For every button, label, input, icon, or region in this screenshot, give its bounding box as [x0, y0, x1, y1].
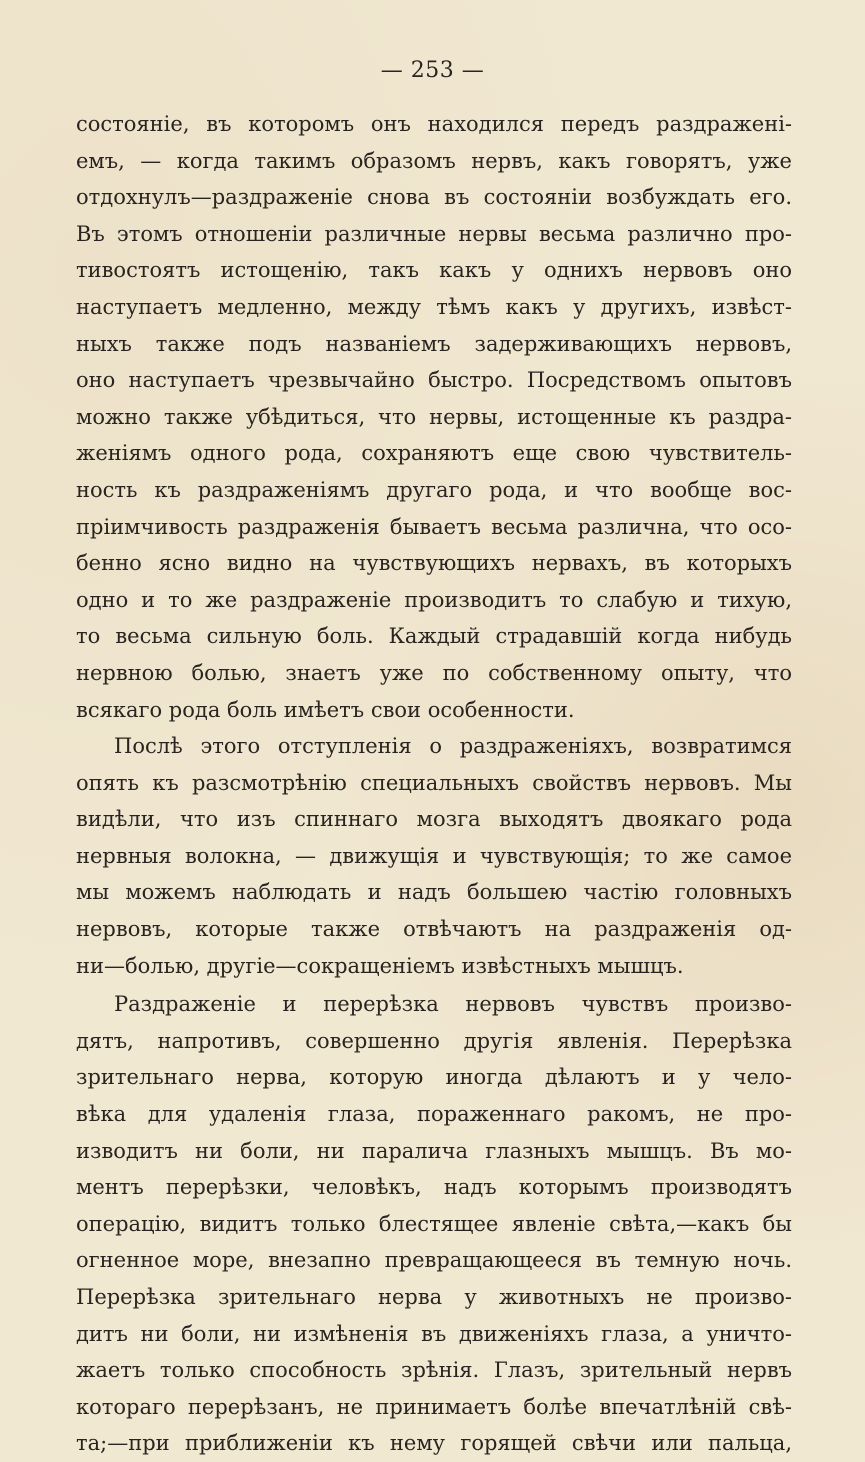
text-line: тивостоятъ истощенiю, такъ какъ у однихъ нервовъ оно — [76, 258, 792, 283]
text-line: нервовъ, которые также отвѣчаютъ на раздраженiя од- — [76, 917, 792, 942]
text-line: оно наступаетъ чрезвычайно быстро. Посредствомъ опытовъ — [76, 368, 792, 393]
text-line: отдохнулъ—раздраженiе снова въ состоянiи возбуждать его. — [76, 185, 792, 210]
paragraph-2 — [76, 728, 792, 984]
text-line: бенно ясно видно на чувствующихъ нервахъ, въ которыхъ — [76, 551, 792, 576]
paragraph-3 — [76, 986, 792, 1462]
text-line: вѣка для удаленiя глаза, пораженнаго ракомъ, не про- — [76, 1102, 792, 1127]
text-line: можно также убѣдиться, что нервы, истощенные къ раздра- — [76, 404, 792, 429]
text-line: жаетъ только способность зрѣнiя. Глазъ, зрительный нервъ — [76, 1358, 792, 1383]
text-line: та;—при приближенiи къ нему горящей свѣчи или пальца, — [76, 1431, 792, 1456]
text-line: огненное море, внезапно превращающееся въ темную ночь. — [76, 1248, 792, 1273]
text-line: ность къ раздраженiямъ другаго рода, и что вообще вос- — [76, 477, 792, 502]
text-line: ныхъ также подъ названiемъ задерживающихъ нервовъ, — [76, 331, 792, 356]
text-line: наступаетъ медленно, между тѣмъ какъ у другихъ, извѣст- — [76, 294, 792, 319]
text-line: ни—болью, другiе—сокращенiемъ извѣстныхъ мышцъ. — [76, 953, 684, 978]
page-number: — 253 — — [380, 58, 485, 83]
text-line: то весьма сильную боль. Каждый страдавшiй когда нибудь — [76, 624, 792, 649]
text-line: Перерѣзка зрительнаго нерва у животныхъ не произво- — [76, 1285, 792, 1309]
text-line: дятъ, напротивъ, совершенно другiя явленiя. Перерѣзка — [76, 1028, 792, 1053]
text-line: нервныя волокна, — движущiя и чувствующiя; то же самое — [76, 843, 792, 868]
text-line: ментъ перерѣзки, человѣкъ, надъ которымъ производятъ — [76, 1175, 792, 1200]
text-line: женiямъ одного рода, сохраняютъ еще свою чувствитель- — [76, 441, 792, 466]
text-line: операцiю, видитъ только блестящее явленiе свѣта,—какъ бы — [76, 1211, 792, 1236]
paragraph-1 — [76, 106, 792, 728]
text-line: видѣли, что изъ спиннаго мозга выходятъ двоякаго рода — [76, 807, 792, 832]
text-line: прiимчивость раздраженiя бываетъ весьма различна, что осо- — [76, 514, 792, 539]
text-line: состоянie, въ которомъ онъ находился передъ раздраженi- — [76, 112, 792, 136]
text-line: изводитъ ни боли, ни паралича глазныхъ мышцъ. Въ мо- — [76, 1138, 792, 1163]
text-line: дитъ ни боли, ни измѣненiя въ движенiяхъ глаза, а уничто- — [76, 1321, 792, 1346]
text-line: Раздраженiе и перерѣзка нервовъ чувствъ произво- — [114, 992, 792, 1017]
text-line: Послѣ этого отступленiя о раздраженiяхъ, возвратимся — [114, 734, 792, 759]
text-line: опять къ разсмотрѣнiю специальныхъ свойствъ нервовъ. Мы — [76, 770, 792, 795]
text-line: Въ этомъ отношенiи различные нервы весьма различно про- — [76, 221, 792, 246]
text-line: зрительнаго нерва, которую иногда дѣлаютъ и у чело- — [76, 1065, 792, 1090]
text-line: всякаго рода боль имѣетъ свои особенности. — [76, 697, 575, 722]
text-line: емъ, — когда такимъ образомъ нервъ, какъ говорятъ, уже — [76, 148, 792, 173]
text-line: нервною болью, знаетъ уже по собственному опыту, что — [76, 660, 792, 685]
text-line: одно и то же раздраженiе производитъ то слабую и тихую, — [76, 587, 792, 612]
text-line: котораго перерѣзанъ, не принимаетъ болѣе впечатлѣнiй свѣ- — [76, 1394, 792, 1419]
body-text — [76, 106, 792, 1462]
text-line: мы можемъ наблюдать и надъ большею частiю головныхъ — [76, 880, 792, 905]
